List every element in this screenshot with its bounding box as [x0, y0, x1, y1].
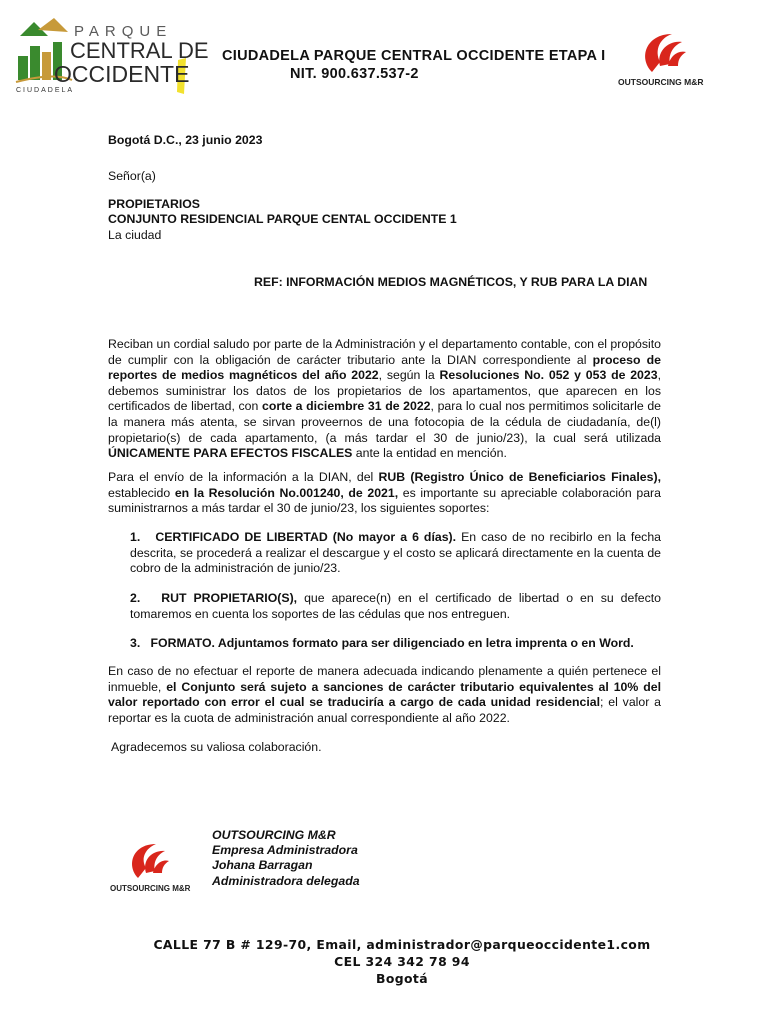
p2-text-b: RUB (Registro Único de Beneficiarios Finales), [378, 470, 661, 484]
p1-text-d: Resoluciones No. 052 y 053 de 2023 [439, 368, 658, 383]
p1-text-h: ÚNICAMENTE PARA EFECTOS FISCALES [108, 446, 353, 461]
p2-text-c: establecido [108, 485, 175, 500]
recipient-line2: CONJUNTO RESIDENCIAL PARQUE CENTAL OCCIDENTE 1 [108, 212, 457, 226]
footer-city: Bogotá [375, 971, 429, 986]
paragraph-2 [108, 470, 661, 517]
parque-central-logo-graphic [14, 16, 209, 96]
p1-text-i: ante la entidad en mención. [352, 446, 507, 461]
p1-text-g: , para lo cual nos permitimos solicitarle de la manera más atenta, se sirvan proveernos de una fotocopia de la cédula de ciudadanía, de(l) propietario(s) de cada apartamento, (a más tardar el 30 de junio/23), la cual será utilizada [108, 399, 661, 445]
logo-word-central: CENTRAL DE [70, 38, 209, 63]
logo-word-parque: PARQUE [74, 23, 173, 40]
paragraph-1 [108, 337, 661, 462]
p2-text-d: en la Resolución No.001240, de 2021, [174, 485, 399, 500]
list-item-number: 1. [130, 530, 141, 544]
logo-word-ciudadela: CIUDADELA [16, 87, 75, 94]
reference-line: REF: INFORMACIÓN MEDIOS MAGNÉTICOS, Y RUB PARA LA DIAN [254, 275, 648, 289]
signature-logo [108, 838, 200, 896]
p1-text-f: corte a diciembre 31 de 2022 [261, 399, 431, 414]
p2-text-e: es importante su apreciable colaboración para suministrarnos a más tardar el 30 de junio/23, los siguientes soportes: [108, 485, 661, 516]
list-item-text: que aparece(n) en el certificado de libertad o en su defecto tomaremos en cuenta los soportes de las cédulas que nos entreguen. [130, 591, 662, 621]
parque-central-logo [14, 16, 209, 96]
header-title-line1: CIUDADELA PARQUE CENTRAL OCCIDENTE ETAPA I [222, 48, 606, 64]
list-item-text: En caso de no recibirlo en la fecha descrita, se procederá a realizar el descargue y el costo se aplicará directamente en la cuenta de cobro de la administración de junio/23. [130, 530, 662, 576]
footer-phone: CEL 324 342 78 94 [334, 954, 470, 969]
list-item [130, 591, 661, 622]
list-item-number: 3. [130, 636, 141, 650]
signature-role: Empresa Administradora [212, 843, 358, 858]
footer-address: CALLE 77 B # 129-70, Email, administrador@parqueoccidente1.com [153, 937, 651, 952]
p2-text-a: Para el envío de la información a la DIAN, del [108, 470, 379, 484]
outsourcing-logo-text: OUTSOURCING M&R [618, 77, 704, 87]
closing-line: Agradecemos su valiosa colaboración. [111, 740, 322, 754]
outsourcing-logo-graphic [616, 28, 716, 92]
list-item [130, 636, 661, 652]
p1-text-a: Reciban un cordial saludo por parte de la Administración y el departamento contable, con el propósito de cumplir con la obligación de carácter tributario ante la DIAN correspondiente al [108, 337, 662, 367]
outsourcing-logo [616, 28, 716, 92]
footer [0, 936, 768, 987]
p3-text-b: el Conjunto será sujeto a sanciones de carácter tributario equivalentes al 10% del valor reportado con error el cual se traduciría a cargo de cada unidad residencial [108, 679, 661, 710]
signature-logo-graphic [108, 838, 200, 896]
recipient-line3: La ciudad [108, 228, 162, 242]
list-item [130, 530, 661, 577]
header-nit: NIT. 900.637.537-2 [290, 66, 419, 82]
signature-name: Johana Barragan [212, 858, 313, 873]
salutation: Señor(a) [108, 169, 156, 183]
letter-date: Bogotá D.C., 23 junio 2023 [108, 133, 263, 147]
recipient-line1: PROPIETARIOS [108, 197, 201, 211]
signature-logo-text: OUTSOURCING M&R [110, 884, 191, 893]
signature-company: OUTSOURCING M&R [212, 828, 336, 842]
list-item-number: 2. [130, 591, 141, 605]
p1-text-b: proceso de reportes de medios magnéticos del año 2022 [108, 352, 661, 383]
logo-word-occidente: OCCIDENTE [54, 61, 190, 87]
list-item-bold: FORMATO. Adjuntamos formato para ser diligenciado en letra imprenta o en Word. [150, 636, 634, 650]
p3-text-a: En caso de no efectuar el reporte de manera adecuada indicando plenamente a quién pertenece el inmueble, [108, 664, 661, 694]
list-item-bold: RUT PROPIETARIO(S), [161, 591, 298, 605]
signature-block [212, 828, 360, 889]
p1-text-c: , según la [378, 368, 440, 383]
p3-text-c: ; el valor a reportar es la cuota de administración anual correspondiente al año 2022. [108, 695, 661, 725]
paragraph-3 [108, 664, 661, 726]
p1-text-e: , debemos suministrar los datos de los propietarios de los apartamentos, que aparecen en los certificados de libertad, con [108, 368, 661, 414]
list-item-bold: CERTIFICADO DE LIBERTAD (No mayor a 6 días). [155, 530, 457, 544]
signature-title: Administradora delegada [212, 873, 360, 888]
